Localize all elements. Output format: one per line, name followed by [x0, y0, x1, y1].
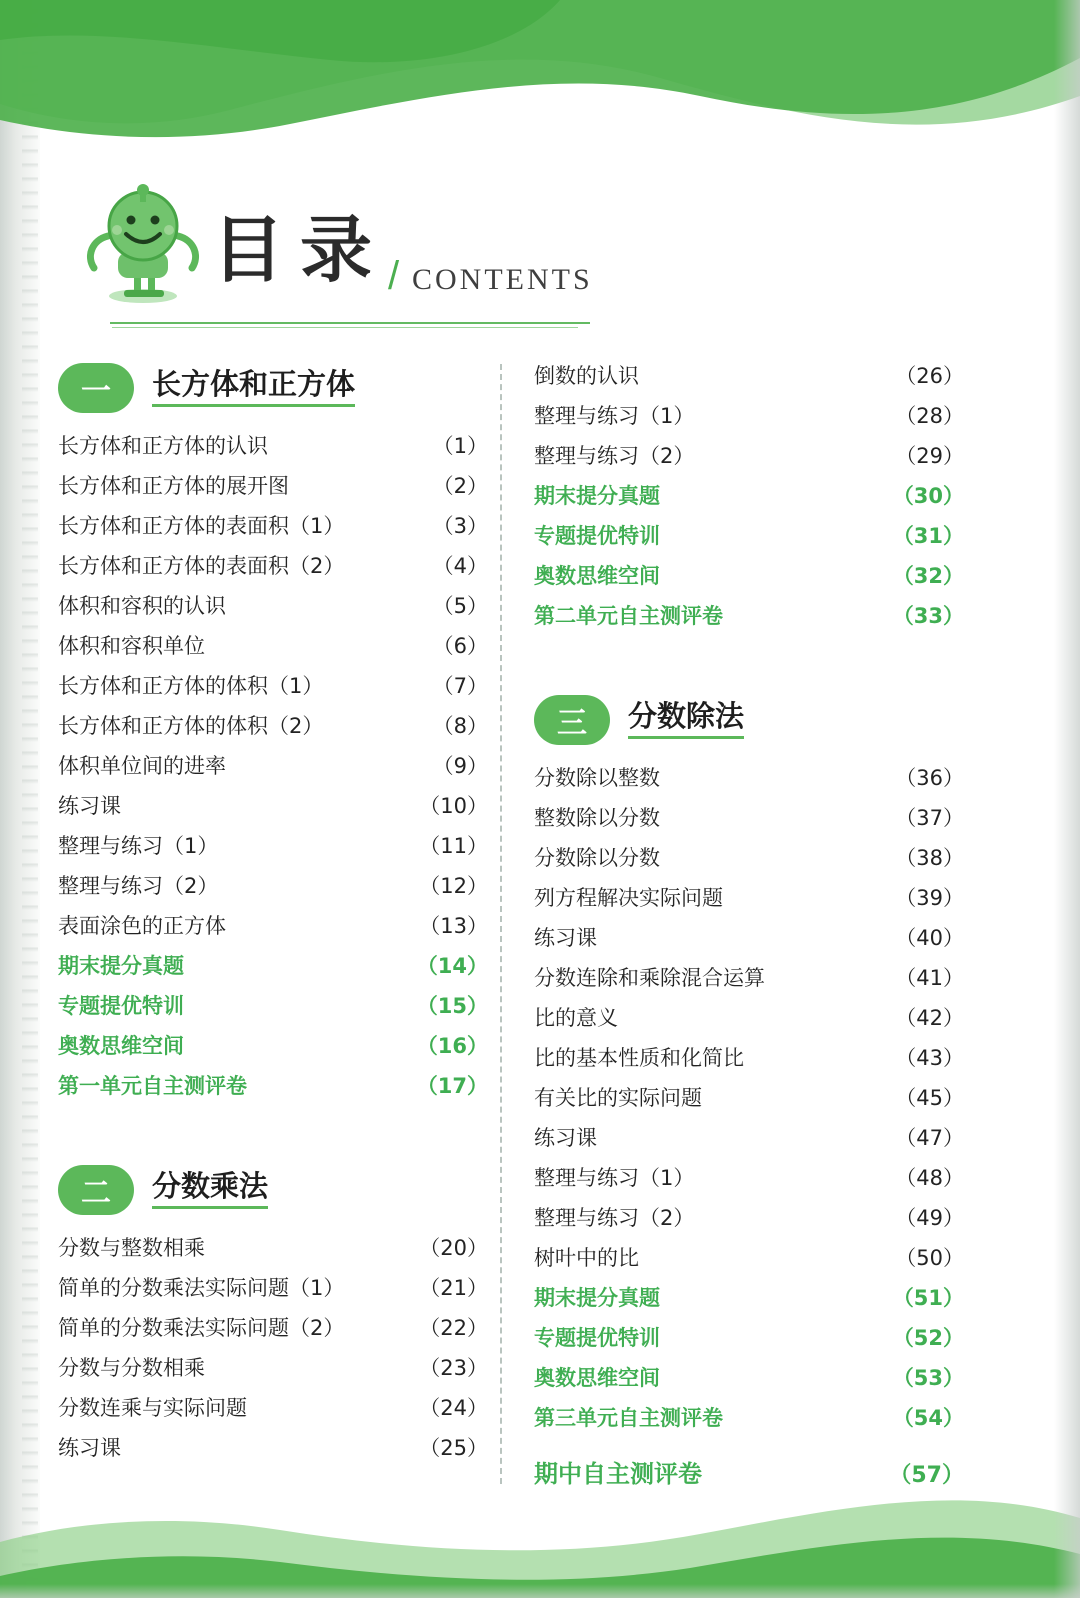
toc-entry-label: 列方程解决实际问题: [534, 886, 723, 910]
unit-heading-1: [58, 360, 488, 416]
toc-entry-label: 长方体和正方体的体积（2）: [58, 714, 324, 738]
toc-entry[interactable]: [58, 990, 488, 1030]
right-column: [534, 360, 964, 1500]
toc-entry-page: （31）: [892, 524, 964, 548]
toc-entry-page: （42）: [895, 1006, 964, 1030]
toc-entry[interactable]: [534, 1042, 964, 1082]
toc-entry[interactable]: [58, 950, 488, 990]
title-underline-secondary: [112, 327, 578, 328]
toc-entry-page: （6）: [432, 634, 488, 658]
toc-entry-page: （23）: [419, 1356, 488, 1380]
toc-entry-page: （36）: [895, 766, 964, 790]
toc-entry-page: （17）: [416, 1074, 488, 1098]
toc-entry-page: （13）: [419, 914, 488, 938]
toc-entry-label: 专题提优特训: [58, 994, 184, 1018]
toc-entry-label: 分数除以分数: [534, 846, 660, 870]
toc-entry[interactable]: [58, 510, 488, 550]
toc-entry[interactable]: [58, 470, 488, 510]
toc-entry-label: 练习课: [534, 1126, 597, 1150]
top-wave-decoration: [0, 0, 1080, 170]
toc-entry-page: （57）: [889, 1463, 964, 1488]
toc-entry[interactable]: [534, 962, 964, 1002]
toc-entry[interactable]: [58, 630, 488, 670]
toc-entry[interactable]: [534, 1242, 964, 1282]
toc-entry-page: （12）: [419, 874, 488, 898]
toc-entry-label: 树叶中的比: [534, 1246, 639, 1270]
toc-entry[interactable]: [534, 1122, 964, 1162]
toc-entry-label: 整理与练习（2）: [534, 444, 695, 468]
toc-entry[interactable]: [58, 670, 488, 710]
toc-entry-label: 期末提分真题: [58, 954, 184, 978]
toc-entry-label: 期末提分真题: [534, 484, 660, 508]
toc-entry[interactable]: [534, 360, 964, 400]
toc-entry[interactable]: [534, 762, 964, 802]
toc-entry[interactable]: [58, 1312, 488, 1352]
toc-entry[interactable]: [58, 1070, 488, 1110]
toc-entry[interactable]: [534, 802, 964, 842]
toc-entry[interactable]: [58, 790, 488, 830]
unit-title: 分数乘法: [152, 1171, 268, 1209]
contents-columns: [0, 360, 1080, 1490]
toc-entry-label: 简单的分数乘法实际问题（2）: [58, 1316, 345, 1340]
toc-entry[interactable]: [534, 1082, 964, 1122]
toc-entry-label: 长方体和正方体的认识: [58, 434, 268, 458]
title-separator: /: [388, 254, 400, 298]
toc-entry[interactable]: [58, 1272, 488, 1312]
toc-entry-label: 整理与练习（1）: [534, 1166, 695, 1190]
unit-heading-2: [58, 1162, 488, 1218]
toc-entry-page: （48）: [895, 1166, 964, 1190]
toc-entry-label: 整理与练习（1）: [58, 834, 219, 858]
toc-entry[interactable]: [534, 400, 964, 440]
toc-entry-page: （21）: [419, 1276, 488, 1300]
toc-entry-page: （50）: [895, 1246, 964, 1270]
toc-entry-label: 长方体和正方体的展开图: [58, 474, 289, 498]
toc-entry-page: （8）: [432, 714, 488, 738]
toc-entry-page: （2）: [432, 474, 488, 498]
toc-entry[interactable]: [534, 1454, 964, 1500]
toc-entry-page: （33）: [892, 604, 964, 628]
toc-entry-page: （51）: [892, 1286, 964, 1310]
toc-entry-page: （30）: [892, 484, 964, 508]
toc-entry[interactable]: [534, 922, 964, 962]
unit-badge: 一: [58, 363, 134, 413]
toc-entry-label: 表面涂色的正方体: [58, 914, 226, 938]
toc-entry[interactable]: [534, 1282, 964, 1322]
page-title-english: CONTENTS: [412, 263, 593, 296]
toc-entry-page: （32）: [892, 564, 964, 588]
toc-entry[interactable]: [58, 830, 488, 870]
toc-entry-page: （26）: [895, 364, 964, 388]
toc-entry-label: 整数除以分数: [534, 806, 660, 830]
unit-title: 长方体和正方体: [152, 369, 355, 407]
toc-entry[interactable]: [534, 1362, 964, 1402]
toc-entry-page: （38）: [895, 846, 964, 870]
toc-entry[interactable]: [58, 1030, 488, 1070]
toc-entry-label: 专题提优特训: [534, 524, 660, 548]
toc-entry-page: （10）: [419, 794, 488, 818]
toc-entry-label: 简单的分数乘法实际问题（1）: [58, 1276, 345, 1300]
toc-entry-label: 长方体和正方体的体积（1）: [58, 674, 324, 698]
toc-entry-label: 分数连乘与实际问题: [58, 1396, 247, 1420]
toc-entry-page: （29）: [895, 444, 964, 468]
toc-entry-page: （9）: [432, 754, 488, 778]
toc-entry[interactable]: [534, 842, 964, 882]
unit-heading-3: [534, 692, 964, 748]
toc-entry-label: 奥数思维空间: [534, 564, 660, 588]
toc-entry[interactable]: [58, 870, 488, 910]
toc-entry[interactable]: [58, 550, 488, 590]
toc-entry[interactable]: [58, 1232, 488, 1272]
toc-entry-page: （11）: [419, 834, 488, 858]
toc-entry[interactable]: [534, 1322, 964, 1362]
toc-entry-label: 专题提优特训: [534, 1326, 660, 1350]
toc-entry-label: 第一单元自主测评卷: [58, 1074, 247, 1098]
toc-entry[interactable]: [534, 1162, 964, 1202]
column-divider: [500, 364, 502, 1484]
toc-entry-label: 比的意义: [534, 1006, 618, 1030]
smiling-green-mascot-icon: [78, 178, 208, 318]
toc-entry-label: 分数与分数相乘: [58, 1356, 205, 1380]
toc-entry-page: （5）: [432, 594, 488, 618]
toc-entry-label: 第三单元自主测评卷: [534, 1406, 723, 1430]
toc-entry-page: （47）: [895, 1126, 964, 1150]
toc-entry[interactable]: [534, 1202, 964, 1242]
toc-entry-label: 期中自主测评卷: [534, 1460, 702, 1488]
toc-entry-label: 体积和容积的认识: [58, 594, 226, 618]
toc-entry-label: 有关比的实际问题: [534, 1086, 702, 1110]
toc-entry-page: （14）: [416, 954, 488, 978]
toc-entry[interactable]: [58, 710, 488, 750]
toc-entry-page: （4）: [432, 554, 488, 578]
toc-entry[interactable]: [58, 1432, 488, 1472]
title-underline: [110, 322, 590, 324]
toc-entry-page: （3）: [432, 514, 488, 538]
bottom-edge-shadow: [0, 1584, 1080, 1598]
toc-entry[interactable]: [534, 882, 964, 922]
toc-entry[interactable]: [534, 440, 964, 480]
toc-entry[interactable]: [534, 600, 964, 640]
toc-entry-page: （40）: [895, 926, 964, 950]
toc-entry-label: 整理与练习（1）: [534, 404, 695, 428]
toc-entry-page: （49）: [895, 1206, 964, 1230]
toc-entry-label: 长方体和正方体的表面积（1）: [58, 514, 345, 538]
toc-entry-page: （39）: [895, 886, 964, 910]
unit-title: 分数除法: [628, 701, 744, 739]
toc-entry-label: 体积和容积单位: [58, 634, 205, 658]
toc-entry-page: （7）: [432, 674, 488, 698]
toc-entry[interactable]: [58, 1352, 488, 1392]
toc-entry-page: （16）: [416, 1034, 488, 1058]
toc-entry-label: 比的基本性质和化简比: [534, 1046, 744, 1070]
toc-entry-label: 练习课: [58, 1436, 121, 1460]
toc-entry-page: （25）: [419, 1436, 488, 1460]
page-title: 目录: [212, 208, 389, 292]
toc-entry-label: 第二单元自主测评卷: [534, 604, 723, 628]
toc-entry-page: （53）: [892, 1366, 964, 1390]
toc-entry-label: 练习课: [534, 926, 597, 950]
toc-entry-label: 倒数的认识: [534, 364, 639, 388]
toc-entry-page: （43）: [895, 1046, 964, 1070]
unit-badge: 二: [58, 1165, 134, 1215]
toc-entry-label: 长方体和正方体的表面积（2）: [58, 554, 345, 578]
unit-badge: 三: [534, 695, 610, 745]
toc-entry[interactable]: [58, 910, 488, 950]
toc-entry[interactable]: [58, 590, 488, 630]
toc-entry-page: （15）: [416, 994, 488, 1018]
toc-entry-page: （41）: [895, 966, 964, 990]
toc-entry-page: （52）: [892, 1326, 964, 1350]
toc-entry[interactable]: [534, 480, 964, 520]
toc-entry[interactable]: [534, 520, 964, 560]
toc-entry[interactable]: [534, 1402, 964, 1442]
toc-entry[interactable]: [58, 1392, 488, 1432]
toc-entry-page: （45）: [895, 1086, 964, 1110]
toc-entry-label: 奥数思维空间: [534, 1366, 660, 1390]
toc-entry-label: 分数与整数相乘: [58, 1236, 205, 1260]
toc-entry-label: 练习课: [58, 794, 121, 818]
toc-entry[interactable]: [534, 1002, 964, 1042]
toc-entry-label: 整理与练习（2）: [58, 874, 219, 898]
toc-entry-label: 分数连除和乘除混合运算: [534, 966, 765, 990]
toc-entry-label: 期末提分真题: [534, 1286, 660, 1310]
toc-entry[interactable]: [534, 560, 964, 600]
right-edge-shadow: [1054, 0, 1080, 1598]
toc-entry-page: （1）: [432, 434, 488, 458]
toc-entry-page: （54）: [892, 1406, 964, 1430]
left-column: [58, 360, 488, 1472]
toc-entry-page: （20）: [419, 1236, 488, 1260]
toc-entry-label: 整理与练习（2）: [534, 1206, 695, 1230]
toc-entry[interactable]: [58, 430, 488, 470]
toc-entry-page: （28）: [895, 404, 964, 428]
toc-entry-label: 体积单位间的进率: [58, 754, 226, 778]
toc-entry-page: （22）: [419, 1316, 488, 1340]
toc-entry-page: （37）: [895, 806, 964, 830]
toc-entry-label: 分数除以整数: [534, 766, 660, 790]
toc-entry-page: （24）: [419, 1396, 488, 1420]
toc-entry[interactable]: [58, 750, 488, 790]
toc-entry-label: 奥数思维空间: [58, 1034, 184, 1058]
